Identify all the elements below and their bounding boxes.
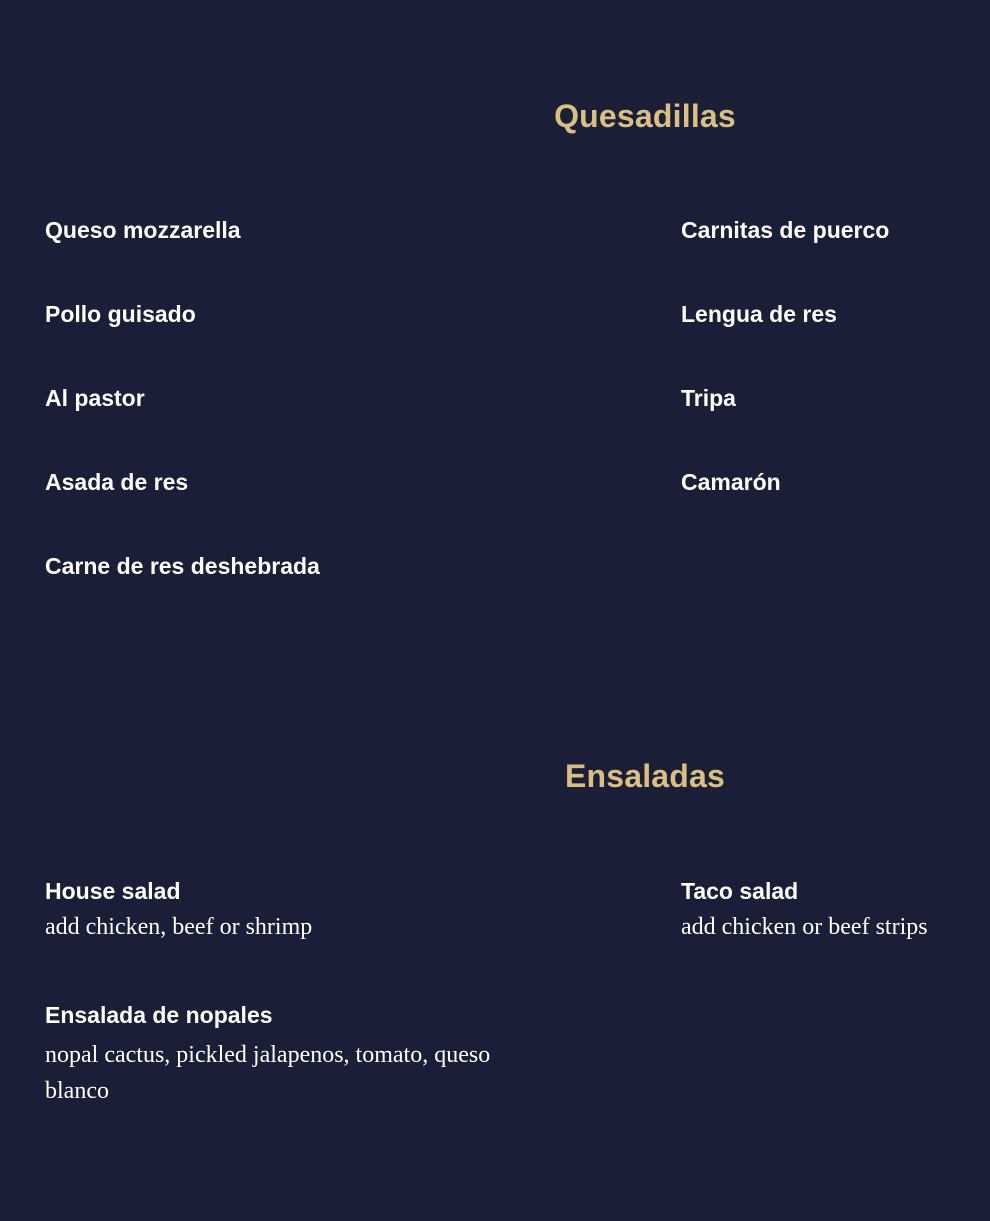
menu-item: [45, 877, 312, 945]
menu-item-description: add chicken, beef or shrimp: [45, 914, 313, 940]
menu-item-name: Pollo guisado: [45, 301, 196, 327]
menu-item-name: Ensalada de nopales: [45, 1002, 273, 1028]
menu-item-name: House salad: [45, 878, 181, 904]
menu-item-name: Queso mozzarella: [45, 217, 241, 243]
menu-item: [681, 468, 781, 496]
menu-item-name: Lengua de res: [681, 301, 837, 327]
menu-item-name: Taco salad: [681, 878, 799, 904]
menu-item: [681, 216, 889, 244]
menu-item-description: add chicken or beef strips: [681, 914, 928, 940]
menu-item-name: Carnitas de puerco: [681, 217, 890, 243]
menu-item-name: Carne de res deshebrada: [45, 553, 320, 579]
menu-item-name: Al pastor: [45, 385, 145, 411]
menu-item-description: nopal cactus, pickled jalapenos, tomato, queso blanco: [45, 1042, 491, 1104]
menu-item: [681, 384, 736, 412]
menu-item-name: Camarón: [681, 469, 781, 495]
menu-item-name: Asada de res: [45, 469, 189, 495]
menu-item: [45, 552, 320, 580]
menu-item-name: Tripa: [681, 385, 736, 411]
menu-item: [45, 384, 145, 412]
menu-item: [45, 216, 241, 244]
quesadillas-title: Quesadillas: [554, 98, 736, 134]
menu-item: [45, 300, 196, 328]
menu-item: [681, 300, 837, 328]
menu-item: [681, 877, 928, 945]
menu-item: [45, 1001, 545, 1109]
ensaladas-title: Ensaladas: [564, 758, 726, 794]
menu-item: [45, 468, 188, 496]
